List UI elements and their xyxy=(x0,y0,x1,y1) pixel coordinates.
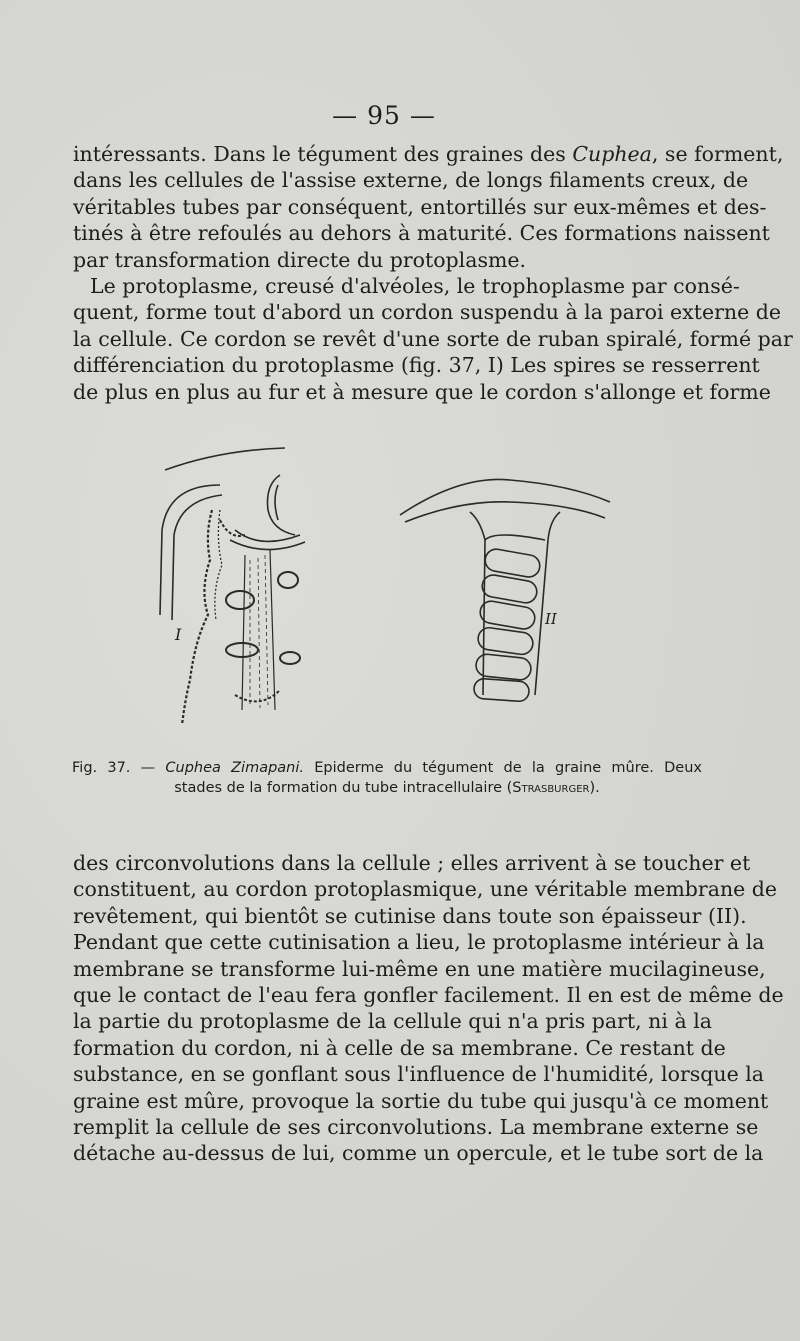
text-line: graine est mûre, provoque la sortie du tube qui jusqu'à ce moment xyxy=(73,1088,769,1113)
text-line: véritables tubes par conséquent, entortillés sur eux-mêmes et des- xyxy=(73,194,767,219)
paragraph-top xyxy=(73,141,793,405)
figure-caption xyxy=(72,758,702,798)
figure-illustration xyxy=(150,440,630,740)
text-line: la partie du protoplasme de la cellule qui n'a pris part, ni à la xyxy=(73,1009,712,1034)
text-line: tinés à être refoulés au dehors à maturité. Ces formations naissent xyxy=(73,221,770,246)
drawing-stage-1 xyxy=(160,448,305,725)
text-line: que le contact de l'eau fera gonfler facilement. Il en est de même de xyxy=(73,982,784,1007)
text-line: par transformation directe du protoplasme. xyxy=(73,247,527,272)
text-line: détache au-dessus de lui, comme un opercule, et le tube sort de la xyxy=(73,1141,764,1166)
figure-37 xyxy=(150,440,630,740)
figure-label-i: I xyxy=(175,625,182,644)
text-line: dans les cellules de l'assise externe, de longs filaments creux, de xyxy=(73,168,749,193)
figure-label-ii: II xyxy=(545,610,557,628)
text-line: formation du cordon, ni à celle de sa membrane. Ce restant de xyxy=(73,1035,726,1060)
text-line: différenciation du protoplasme (fig. 37, I) Les spires se resserrent xyxy=(73,353,760,378)
page-number: — 95 — xyxy=(332,101,436,130)
drawing-stage-2 xyxy=(400,479,610,701)
text-line: des circonvolutions dans la cellule ; elles arrivent à se toucher et xyxy=(73,851,751,875)
text-line: la cellule. Ce cordon se revêt d'une sorte de ruban spiralé, formé par xyxy=(73,326,793,351)
text-line: quent, forme tout d'abord un cordon suspendu à la paroi externe de xyxy=(73,300,782,325)
text-line: remplit la cellule de ses circonvolutions. La membrane externe se xyxy=(73,1114,759,1139)
text-line: Le protoplasme, creusé d'alvéoles, le trophoplasme par consé- xyxy=(90,273,740,298)
text-line: substance, en se gonflant sous l'influence de l'humidité, lorsque la xyxy=(73,1062,765,1087)
text-line: constituent, au cordon protoplasmique, une véritable membrane de xyxy=(73,877,778,902)
text-line: intéressants. Dans le tégument des graines des Cuphea, se forment, xyxy=(73,142,784,166)
text-line: Pendant que cette cutinisation a lieu, le protoplasme intérieur à la xyxy=(73,930,765,955)
caption-line-1: Fig. 37. — Cuphea Zimapani. Epiderme du tégument de la graine mûre. Deux xyxy=(72,760,702,776)
text-line: de plus en plus au fur et à mesure que le cordon s'allonge et forme xyxy=(73,379,771,404)
text-line: membrane se transforme lui-même en une matière mucilagineuse, xyxy=(73,956,766,981)
text-line: revêtement, qui bientôt se cutinise dans toute son épaisseur (II). xyxy=(73,903,747,928)
caption-line-2: stades de la formation du tube intracellulaire (Strasburger). xyxy=(174,780,600,796)
paragraph-bottom xyxy=(73,850,784,1167)
